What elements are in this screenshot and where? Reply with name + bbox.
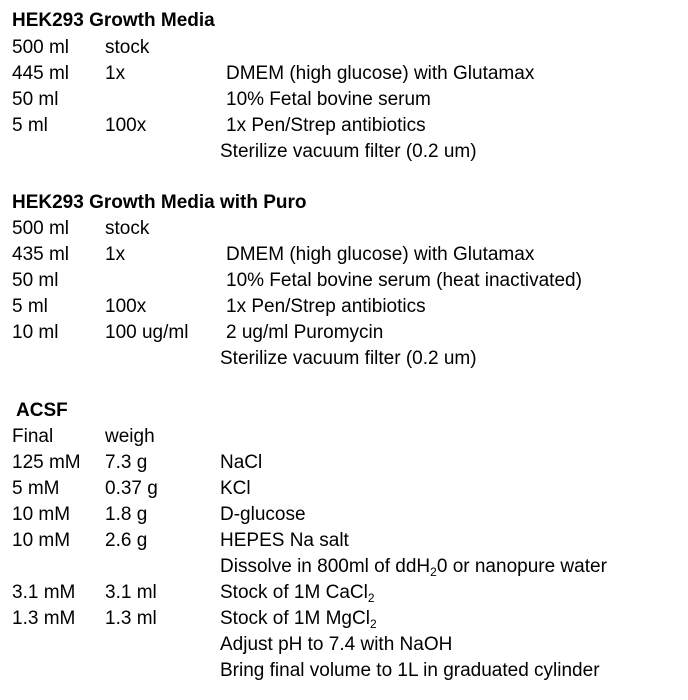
component-cell: 2 ug/ml Puromycin — [226, 322, 384, 343]
reagent-cell: D-glucose — [220, 504, 306, 525]
concentration-cell: 3.1 mM — [12, 582, 76, 603]
volume-cell: 50 ml — [12, 270, 59, 291]
reagent-cell — [220, 581, 375, 605]
reagent-cell: HEPES Na salt — [220, 530, 349, 551]
sterilize-note: Sterilize vacuum filter (0.2 um) — [220, 348, 477, 369]
volume-cell: 5 ml — [12, 115, 48, 136]
stock-cell: stock — [105, 218, 150, 239]
final-volume-note: Bring final volume to 1L in graduated cylinder — [220, 660, 600, 681]
section-title: HEK293 Growth Media — [12, 10, 215, 31]
section-title: ACSF — [16, 400, 68, 421]
volume-cell: 435 ml — [12, 244, 70, 265]
reagent-text: Stock of 1M MgCl — [220, 608, 370, 629]
stock-cell: 100 ug/ml — [105, 322, 189, 343]
volume-cell: 10 ml — [12, 322, 59, 343]
reagent-cell — [220, 607, 377, 631]
subscript-2: 2 — [430, 565, 437, 579]
reagent-text: Stock of 1M CaCl — [220, 582, 368, 603]
volume-cell: 50 ml — [12, 89, 59, 110]
stock-cell: 100x — [105, 115, 147, 136]
component-cell: DMEM (high glucose) with Glutamax — [226, 63, 535, 84]
sterilize-note: Sterilize vacuum filter (0.2 um) — [220, 141, 477, 162]
stock-cell: 100x — [105, 296, 147, 317]
component-cell: DMEM (high glucose) with Glutamax — [226, 244, 535, 265]
amount-cell: 0.37 g — [105, 478, 158, 499]
concentration-cell: 1.3 mM — [12, 608, 76, 629]
weigh-header: weigh — [105, 426, 155, 447]
volume-cell: 500 ml — [12, 218, 70, 239]
final-concentration-header: Final — [12, 426, 54, 447]
stock-cell: 1x — [105, 244, 126, 265]
concentration-cell: 10 mM — [12, 504, 71, 525]
adjust-ph-note: Adjust pH to 7.4 with NaOH — [220, 634, 453, 655]
subscript-2: 2 — [367, 591, 375, 605]
reagent-cell: NaCl — [220, 452, 263, 473]
amount-cell: 1.3 ml — [105, 608, 157, 629]
component-cell: 1x Pen/Strep antibiotics — [226, 115, 426, 136]
concentration-cell: 10 mM — [12, 530, 71, 551]
component-cell: 1x Pen/Strep antibiotics — [226, 296, 426, 317]
volume-cell: 500 ml — [12, 37, 70, 58]
dissolve-text-2: 0 or nanopure water — [436, 556, 607, 577]
section-title: HEK293 Growth Media with Puro — [12, 192, 307, 213]
stock-cell: 1x — [105, 63, 126, 84]
volume-cell: 445 ml — [12, 63, 70, 84]
subscript-2: 2 — [369, 617, 377, 631]
amount-cell: 1.8 g — [105, 504, 148, 525]
amount-cell: 3.1 ml — [105, 582, 157, 603]
component-cell: 10% Fetal bovine serum — [226, 89, 431, 110]
dissolve-text: Dissolve in 800ml of ddH — [220, 556, 431, 577]
component-cell: 10% Fetal bovine serum (heat inactivated) — [226, 270, 582, 291]
concentration-cell: 5 mM — [12, 478, 60, 499]
reagent-cell: KCl — [220, 478, 251, 499]
amount-cell: 2.6 g — [105, 530, 148, 551]
volume-cell: 5 ml — [12, 296, 48, 317]
amount-cell: 7.3 g — [105, 452, 148, 473]
concentration-cell: 125 mM — [12, 452, 81, 473]
stock-cell: stock — [105, 37, 150, 58]
dissolve-note — [220, 555, 607, 579]
